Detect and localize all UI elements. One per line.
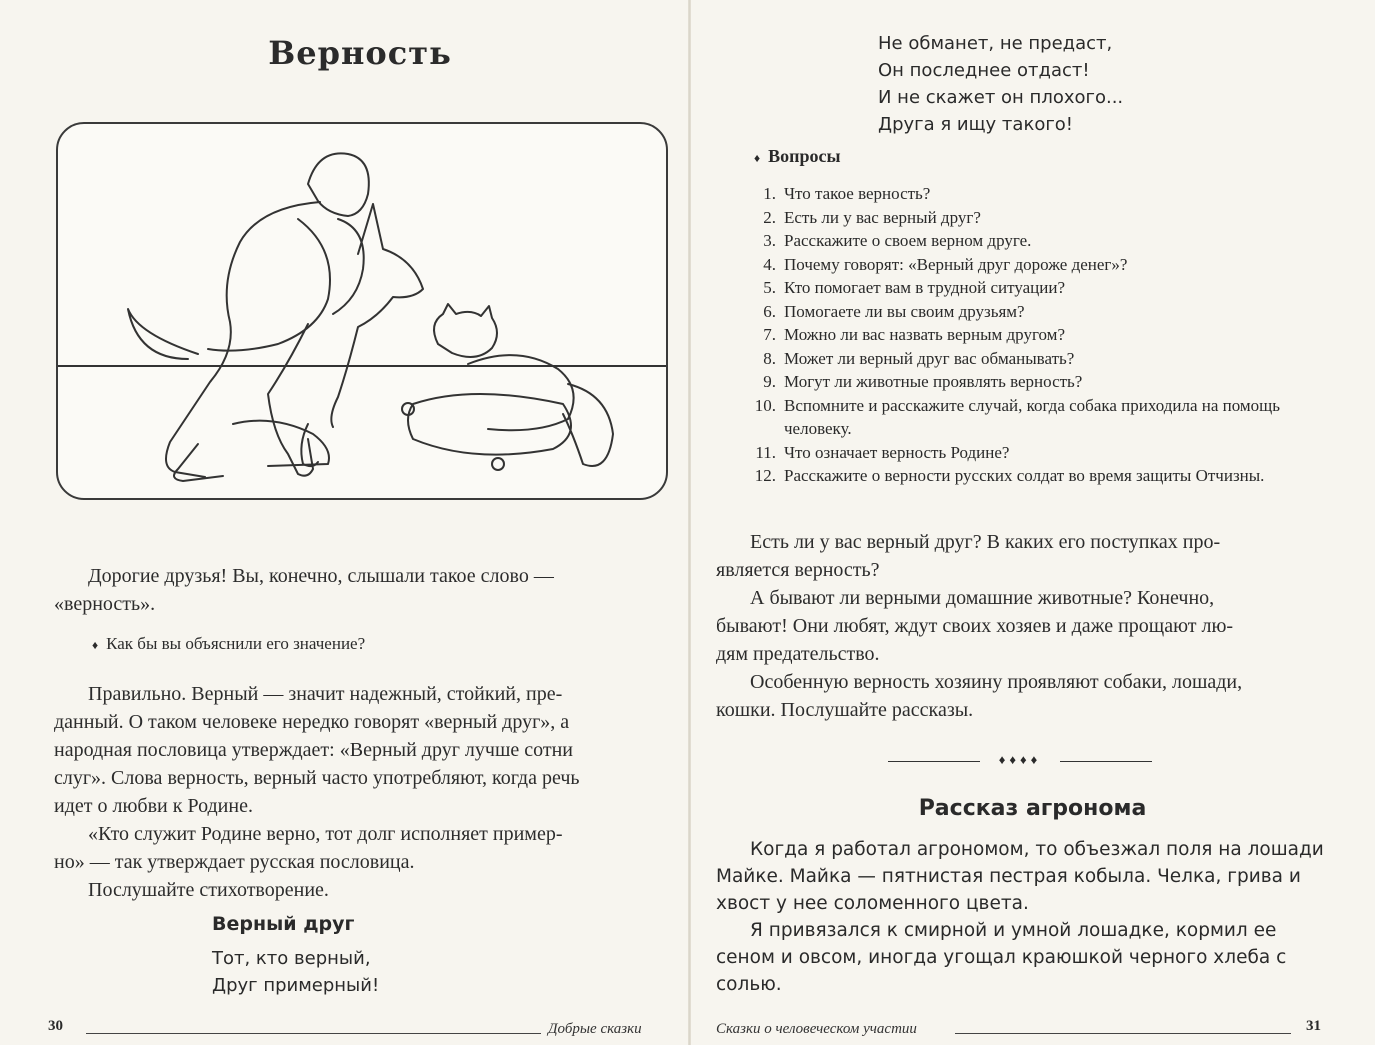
question-item [740,300,1330,324]
question-item [740,464,1330,488]
question-number: 8. [763,348,776,368]
question-hint-text: Как бы вы объяснили его значение? [106,634,366,653]
question-text: Почему говорят: «Верный друг дороже денег»? [784,254,1128,274]
poem-left [212,945,379,999]
question-item [740,276,1330,300]
ornament-rule [1060,761,1152,762]
question-number: 2. [763,207,776,227]
body-line: бывают! Они любят, ждут своих хозяев и даже прощают лю- [716,615,1234,637]
poem-title: Верный друг [212,913,355,935]
question-item [740,441,1330,465]
question-text: Вспомните и расскажите случай, когда собака приходила на помощь человеку. [784,395,1281,438]
story-line: солью. [716,974,782,995]
body-paragraph [54,680,660,904]
body-line: является верность? [716,559,880,581]
body-line: дям предательство. [716,643,880,665]
book-spine [688,0,691,1045]
question-number: 6. [763,301,776,321]
illustration-frame [56,122,668,500]
boy-head [308,153,369,216]
body-line: кошки. Послушайте рассказы. [716,699,974,721]
question-number: 1. [763,184,776,203]
question-text: Могут ли животные проявлять верность? [784,372,1083,391]
intro-line: Дорогие друзья! Вы, конечно, слышали такое слово — [88,565,554,587]
body-line: «Кто служит Родине верно, тот долг исполняет пример- [88,823,563,845]
question-item [740,347,1330,371]
question-text: Что означает верность Родине? [784,442,1010,462]
poem-line: Тот, кто верный, [212,948,371,969]
question-item [740,182,1330,206]
poem-line: Он последнее отдаст! [878,60,1090,81]
question-text: Что такое верность? [784,184,931,203]
question-item [740,253,1330,277]
question-text: Может ли верный друг вас обманывать? [784,348,1075,368]
dog-head [331,204,423,427]
body-line: народная пословица утверждает: «Верный друг лучше сотни [54,739,573,761]
body-line: Правильно. Верный — значит надежный, стойкий, пре- [88,683,563,705]
body-line: но» — так утверждает русская пословица. [54,851,415,873]
question-number: 5. [763,278,776,297]
ornament-diamonds: ♦♦♦♦ [998,752,1042,767]
right-body-paragraph [716,528,1324,724]
boy-back [166,202,320,477]
story-title: Рассказ агронома [918,796,1147,821]
question-item [740,206,1330,230]
boy-dog-cat-illustration [58,124,666,498]
story-line: Майке. Майка — пятнистая пестрая кобыла. Челка, грива и [716,866,1301,887]
story-line: хвост у нее соломенного цвета. [716,893,1029,914]
question-number: 11. [755,442,776,462]
question-item [740,394,1330,441]
question-text: Расскажите о верности русских солдат во время защиты Отчизны. [784,466,1265,485]
question-hint [92,634,365,654]
pillow [408,394,571,455]
question-number: 10. [754,395,776,415]
question-number: 9. [763,372,776,391]
intro-paragraph [54,562,660,618]
section-ornament [888,752,1152,772]
poem-line: И не скажет он плохого... [878,87,1124,108]
poem-line: Не обманет, не предаст, [878,33,1113,54]
body-line: Послушайте стихотворение. [88,879,329,901]
chapter-title: Верность [268,34,452,72]
question-item [740,229,1330,253]
question-number: 7. [763,325,776,344]
story-line: Когда я работал агрономом, то объезжал поля на лошади [750,839,1324,860]
ornament-rule [888,761,980,762]
intro-line: «верность». [54,593,156,615]
question-item [740,370,1330,394]
footer-rule-right [955,1033,1291,1034]
questions-heading [754,146,841,167]
poem-right [878,30,1123,138]
body-line: слуг». Слова верность, верный часто употребляют, когда речь [54,767,580,789]
dog-body [268,324,313,476]
page-number-left: 30 [48,1018,63,1034]
page-number-right: 31 [1306,1018,1321,1034]
question-number: 4. [763,254,776,274]
body-line: Есть ли у вас верный друг? В каких его поступках про- [750,531,1221,553]
body-line: А бывают ли верными домашние животные? Конечно, [750,587,1215,609]
question-text: Расскажите о своем верном друге. [784,231,1032,250]
question-number: 12. [754,466,776,485]
body-line: данный. О таком человеке нередко говорят «верный друг», а [54,711,570,733]
body-line: идет о любви к Родине. [54,795,253,817]
story-line: сеном и овсом, иногда угощал краюшкой черного хлеба с [716,947,1287,968]
question-text: Есть ли у вас верный друг? [784,207,981,227]
footer-rule-left [86,1033,541,1034]
question-number: 3. [763,231,776,250]
running-title-left: Добрые сказки [548,1021,642,1037]
questions-heading-text: Вопросы [768,146,841,166]
diamond-bullet-icon: ♦ [754,151,761,165]
questions-list [740,182,1330,488]
story-line: Я привязался к смирной и умной лошадке, кормил ее [750,920,1277,941]
question-text: Можно ли вас назвать верным другом? [784,325,1065,344]
question-item [740,323,1330,347]
story-text [716,836,1324,998]
diamond-bullet-icon: ♦ [92,638,99,652]
cat-head [434,304,497,357]
body-line: Особенную верность хозяину проявляют собаки, лошади, [750,671,1243,693]
question-text: Помогаете ли вы своим друзьям? [784,301,1025,321]
poem-line: Друга я ищу такого! [878,114,1074,135]
poem-line: Друг примерный! [212,975,380,996]
dog-tail [128,309,198,359]
question-text: Кто помогает вам в трудной ситуации? [784,278,1065,297]
running-title-right: Сказки о человеческом участии [716,1021,917,1037]
